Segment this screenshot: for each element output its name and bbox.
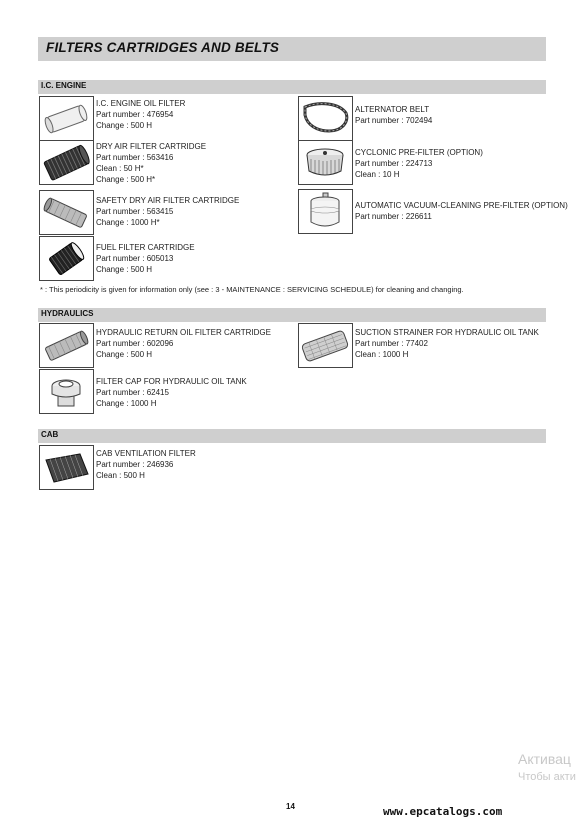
section-label: I.C. ENGINE [41, 81, 87, 90]
item-title: SUCTION STRAINER FOR HYDRAULIC OIL TANK [355, 328, 539, 337]
item-interval: Clean : 50 H* [96, 164, 144, 173]
cab-filter-icon [39, 445, 94, 490]
item-alternator-belt [355, 104, 432, 126]
site-watermark: www.epcatalogs.com [383, 805, 503, 818]
item-part-number: Part number : 563415 [96, 207, 174, 216]
item-safety-filter [96, 195, 239, 228]
item-cyclonic-prefilter [355, 147, 483, 180]
section-header-cab [38, 429, 546, 443]
item-interval: Change : 1000 H* [96, 218, 160, 227]
suction-strainer-icon [298, 323, 353, 368]
item-interval: Clean : 500 H [96, 471, 145, 480]
page-title: FILTERS CARTRIDGES AND BELTS [46, 40, 280, 55]
item-part-number: Part number : 77402 [355, 339, 428, 348]
item-fuel-filter [96, 242, 195, 275]
item-interval: Change : 500 H [96, 121, 153, 130]
item-title: DRY AIR FILTER CARTRIDGE [96, 142, 207, 151]
section-header-hydraulics [38, 308, 546, 322]
fuel-filter-icon [39, 236, 94, 281]
item-title: AUTOMATIC VACUUM-CLEANING PRE-FILTER (OPTION) [355, 201, 568, 210]
item-interval: Change : 500 H [96, 265, 153, 274]
vacuum-prefilter-icon [298, 189, 353, 234]
item-part-number: Part number : 226611 [355, 212, 432, 221]
page-number: 14 [286, 802, 295, 811]
item-oil-filter [96, 98, 185, 131]
item-title: CYCLONIC PRE-FILTER (OPTION) [355, 148, 483, 157]
activation-overlay-line1: Активац [518, 751, 571, 767]
item-interval: Change : 500 H* [96, 175, 156, 184]
item-interval: Clean : 1000 H [355, 350, 409, 359]
item-title: I.C. ENGINE OIL FILTER [96, 99, 186, 108]
item-title: FILTER CAP FOR HYDRAULIC OIL TANK [96, 377, 247, 386]
section-label: HYDRAULICS [41, 309, 94, 318]
item-filter-cap [96, 376, 247, 409]
item-part-number: Part number : 605013 [96, 254, 174, 263]
item-part-number: Part number : 476954 [96, 110, 174, 119]
item-part-number: Part number : 224713 [355, 159, 433, 168]
item-cab-filter [96, 448, 196, 481]
periodicity-note: * : This periodicity is given for information only (see : 3 - MAINTENANCE : SERVICING SCHEDULE) for cleaning and changing. [40, 285, 464, 294]
page-title-bar [38, 37, 546, 61]
filter-cap-icon [39, 369, 94, 414]
item-title: ALTERNATOR BELT [355, 105, 430, 114]
item-title: CAB VENTILATION FILTER [96, 449, 196, 458]
item-interval: Clean : 10 H [355, 170, 400, 179]
item-dry-air-filter [96, 141, 206, 185]
cyclonic-prefilter-icon [298, 140, 353, 185]
section-header-ic-engine [38, 80, 546, 94]
item-part-number: Part number : 62415 [96, 388, 169, 397]
item-interval: Change : 1000 H [96, 399, 157, 408]
item-vacuum-prefilter [355, 200, 568, 222]
item-hydraulic-return-filter [96, 327, 271, 360]
oil-filter-icon [39, 96, 94, 141]
item-part-number: Part number : 702494 [355, 116, 433, 125]
item-suction-strainer [355, 327, 539, 360]
item-title: FUEL FILTER CARTRIDGE [96, 243, 195, 252]
item-interval: Change : 500 H [96, 350, 153, 359]
activation-overlay-line2: Чтобы акти [518, 771, 576, 783]
section-label: CAB [41, 430, 59, 439]
item-part-number: Part number : 246936 [96, 460, 174, 469]
safety-filter-icon [39, 190, 94, 235]
item-title: SAFETY DRY AIR FILTER CARTRIDGE [96, 196, 240, 205]
item-part-number: Part number : 602096 [96, 339, 174, 348]
hydraulic-filter-icon [39, 323, 94, 368]
air-filter-icon [39, 140, 94, 185]
item-part-number: Part number : 563416 [96, 153, 174, 162]
item-title: HYDRAULIC RETURN OIL FILTER CARTRIDGE [96, 328, 271, 337]
belt-icon [298, 96, 353, 141]
